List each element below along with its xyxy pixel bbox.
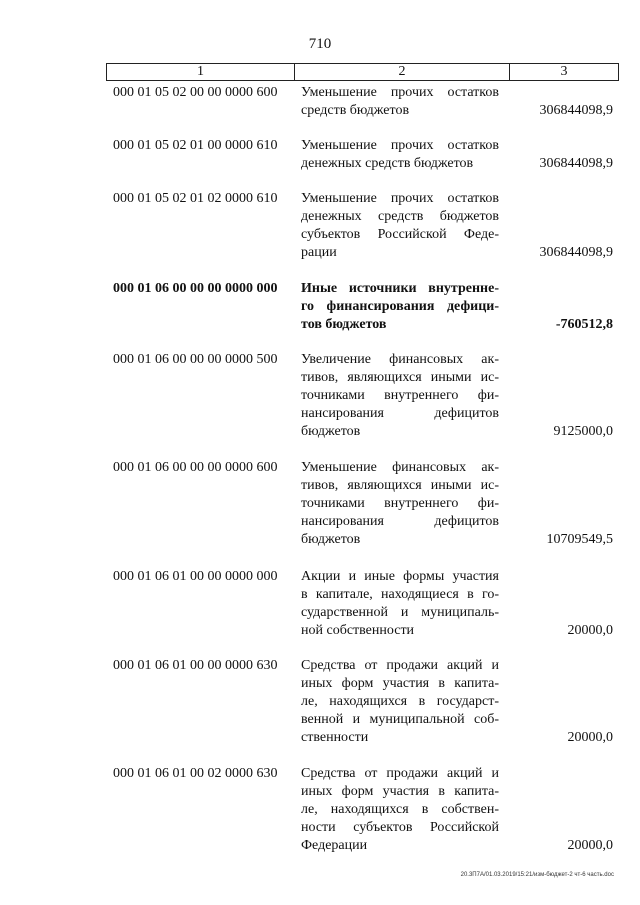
- description-line: тивов, являющихся иными ис-: [301, 370, 499, 385]
- description-line: венной и муниципальной соб-: [301, 712, 499, 727]
- description-line: ности субъектов Российской: [301, 820, 499, 835]
- row-amount: 9125000,0: [553, 424, 613, 439]
- description-line: точниками внутреннего фи-: [301, 496, 499, 511]
- description-line: Увеличение финансовых ак-: [301, 352, 499, 367]
- budget-code: 000 01 06 00 00 00 0000 000: [113, 281, 278, 296]
- description-line: в капитале, находящиеся в го-: [301, 587, 499, 602]
- row-description: [301, 568, 499, 640]
- row-amount: 20000,0: [567, 838, 613, 853]
- budget-code: 000 01 05 02 01 02 0000 610: [113, 191, 278, 206]
- description-line: Уменьшение прочих остатков: [301, 138, 499, 153]
- budget-code: 000 01 06 00 00 00 0000 600: [113, 460, 278, 475]
- description-line: средств бюджетов: [301, 103, 410, 118]
- description-line: нансирования дефицитов: [301, 514, 499, 529]
- description-line: бюджетов: [301, 424, 361, 439]
- description-line: Уменьшение финансовых ак-: [301, 460, 499, 475]
- description-line: сударственной и муниципаль-: [301, 605, 499, 620]
- description-line: тов бюджетов: [301, 317, 387, 332]
- budget-code: 000 01 05 02 01 00 0000 610: [113, 138, 278, 153]
- budget-code: 000 01 05 02 00 00 0000 600: [113, 85, 278, 100]
- description-line: денежных средств бюджетов: [301, 209, 499, 224]
- budget-code: 000 01 06 01 00 00 0000 000: [113, 569, 278, 584]
- description-line: иных форм участия в капита-: [301, 676, 499, 691]
- description-line: Средства от продажи акций и: [301, 766, 499, 781]
- row-amount: -760512,8: [555, 317, 613, 332]
- description-line: ной собственности: [301, 623, 415, 638]
- row-description: [301, 765, 499, 855]
- description-line: нансирования дефицитов: [301, 406, 499, 421]
- description-line: рации: [301, 245, 337, 260]
- row-description: [301, 280, 499, 334]
- row-amount: 10709549,5: [546, 532, 613, 547]
- row-description: [301, 351, 499, 441]
- description-line: Иные источники внутренне-: [301, 281, 499, 296]
- column-header-1: 1: [107, 64, 295, 80]
- row-amount: 306844098,9: [539, 156, 613, 171]
- budget-code: 000 01 06 01 00 00 0000 630: [113, 658, 278, 673]
- description-line: бюджетов: [301, 532, 361, 547]
- budget-code: 000 01 06 00 00 00 0000 500: [113, 352, 278, 367]
- description-line: денежных средств бюджетов: [301, 156, 474, 171]
- description-line: точниками внутреннего фи-: [301, 388, 499, 403]
- row-amount: 20000,0: [567, 623, 613, 638]
- description-line: Средства от продажи акций и: [301, 658, 499, 673]
- description-line: Уменьшение прочих остатков: [301, 191, 499, 206]
- row-amount: 20000,0: [567, 730, 613, 745]
- row-description: [301, 657, 499, 747]
- row-description: [301, 190, 499, 262]
- row-amount: 306844098,9: [539, 245, 613, 260]
- table-header: [106, 63, 619, 81]
- row-description: [301, 137, 499, 173]
- row-amount: 306844098,9: [539, 103, 613, 118]
- description-line: ле, находящихся в государст-: [301, 694, 499, 709]
- description-line: Федерации: [301, 838, 368, 853]
- description-line: ственности: [301, 730, 369, 745]
- description-line: иных форм участия в капита-: [301, 784, 499, 799]
- budget-code: 000 01 06 01 00 02 0000 630: [113, 766, 278, 781]
- description-line: Акции и иные формы участия: [301, 569, 499, 584]
- page-number: 710: [308, 36, 332, 52]
- description-line: го финансирования дефици-: [301, 299, 499, 314]
- column-header-3: 3: [560, 64, 568, 79]
- description-line: субъектов Российской Феде-: [301, 227, 499, 242]
- description-line: Уменьшение прочих остатков: [301, 85, 499, 100]
- description-line: тивов, являющихся иными ис-: [301, 478, 499, 493]
- column-header-2: 2: [295, 64, 510, 80]
- row-description: [301, 84, 499, 120]
- footer-file-path: 20.3П7А/01.03.2019/15:21/изм-бюджет-2 чт-6 часть.doc: [460, 872, 614, 878]
- row-description: [301, 459, 499, 549]
- description-line: ле, находящихся в собствен-: [301, 802, 499, 817]
